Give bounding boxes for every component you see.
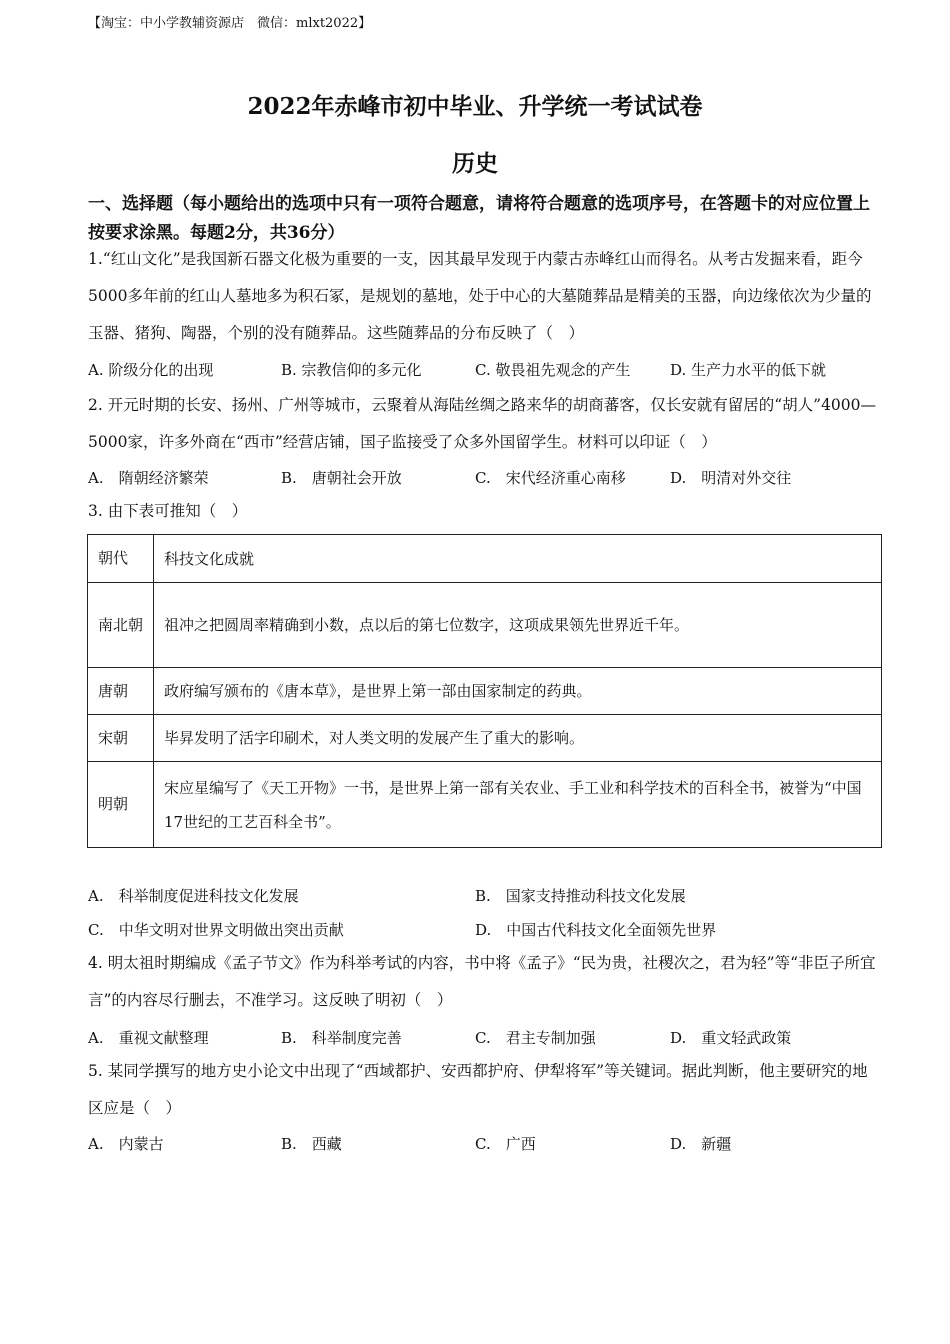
question-5-stem: 5. 某同学撰写的地方史小论文中出现了“西域都护、安西都护府、伊犁将军”等关键词。据此判断，他主要研究的地区应是（ ） — [88, 1062, 868, 1117]
table-row — [88, 762, 882, 848]
question-1-options — [88, 359, 878, 389]
question-5-option-b[interactable]: B. 西藏 — [281, 1135, 342, 1153]
question-2-option-c[interactable]: C. 宋代经济重心南移 — [475, 469, 626, 487]
table-cell-achievement: 毕昇发明了活字印刷术，对人类文明的发展产生了重大的影响。 — [154, 715, 882, 762]
table-cell-dynasty: 宋朝 — [88, 715, 154, 762]
question-2-option-d[interactable]: D. 明清对外交往 — [670, 469, 792, 487]
question-3-option-d[interactable]: D. 中国古代科技文化全面领先世界 — [475, 921, 717, 939]
table-header-cell: 科技文化成就 — [154, 535, 882, 583]
table-header-cell: 朝代 — [88, 535, 154, 583]
table-cell-achievement: 祖冲之把圆周率精确到小数，点以后的第七位数字，这项成果领先世界近千年。 — [154, 583, 882, 668]
section-heading: 一、选择题（每小题给出的选项中只有一项符合题意，请将符合题意的选项序号，在答题卡的对应位置上按要求涂黑。每题2分，共36分） — [88, 194, 870, 243]
question-4-option-d[interactable]: D. 重文轻武政策 — [670, 1029, 792, 1047]
question-4-option-c[interactable]: C. 君主专制加强 — [475, 1029, 596, 1047]
question-5-option-c[interactable]: C. 广西 — [475, 1135, 536, 1153]
table-row — [88, 668, 882, 715]
table-cell-achievement: 政府编写颁布的《唐本草》，是世界上第一部由国家制定的药典。 — [154, 668, 882, 715]
question-3-option-b[interactable]: B. 国家支持推动科技文化发展 — [475, 887, 686, 905]
question-1-option-b[interactable]: B. 宗教信仰的多元化 — [281, 361, 422, 379]
question-4-stem: 4. 明太祖时期编成《孟子节文》作为科举考试的内容，书中将《孟子》“民为贵，社稷次之，君为轻”等“非臣子所宜言”的内容尽行删去，不准学习。这反映了明初（ ） — [88, 954, 876, 1009]
table-cell-dynasty: 南北朝 — [88, 583, 154, 668]
question-1-option-c[interactable]: C. 敬畏祖先观念的产生 — [475, 361, 631, 379]
question-2-stem: 2. 开元时期的长安、扬州、广州等城市，云聚着从海陆丝绸之路来华的胡商蕃客，仅长安就有留居的“胡人”4000—5000家，许多外商在“西市”经营店铺，国子监接受了众多外国留学生。材料可以印证（ ） — [88, 396, 877, 451]
question-4-option-a[interactable]: A. 重视文献整理 — [88, 1029, 209, 1047]
question-2-option-a[interactable]: A. 隋朝经济繁荣 — [88, 469, 209, 487]
question-3-stem: 3. 由下表可推知（ ） — [88, 502, 248, 520]
question-3-option-a[interactable]: A. 科举制度促进科技文化发展 — [88, 887, 299, 905]
question-5-option-a[interactable]: A. 内蒙古 — [88, 1135, 164, 1153]
table-header-row — [88, 535, 882, 583]
question-3-option-c[interactable]: C. 中华文明对世界文明做出突出贡献 — [88, 921, 344, 939]
exam-title: 2022年赤峰市初中毕业、升学统一考试试卷 — [247, 93, 703, 120]
source-note: 【淘宝：中小学教辅资源店 微信：mlxt2022】 — [88, 16, 372, 31]
table-row — [88, 583, 882, 668]
table-cell-achievement: 宋应星编写了《天工开物》一书，是世界上第一部有关农业、手工业和科学技术的百科全书，被誉为“中国17世纪的工艺百科全书”。 — [154, 762, 882, 848]
question-1-option-d[interactable]: D. 生产力水平的低下就 — [670, 361, 827, 379]
table-cell-dynasty: 唐朝 — [88, 668, 154, 715]
achievements-table — [87, 534, 882, 848]
question-3-options-row-1 — [88, 885, 878, 915]
table-cell-dynasty: 明朝 — [88, 762, 154, 848]
question-5-options — [88, 1133, 878, 1163]
exam-subject: 历史 — [452, 150, 498, 177]
question-4-option-b[interactable]: B. 科举制度完善 — [281, 1029, 402, 1047]
table-row — [88, 715, 882, 762]
question-2-option-b[interactable]: B. 唐朝社会开放 — [281, 469, 402, 487]
question-1-option-a[interactable]: A. 阶级分化的出现 — [88, 361, 214, 379]
question-1-stem: 1.“红山文化”是我国新石器文化极为重要的一支，因其最早发现于内蒙古赤峰红山而得名。从考古发掘来看，距今5000多年前的红山人墓地多为积石冢，是规划的墓地，处于中心的大墓随葬品是精美的玉器，向边缘依次为少量的玉器、猪狗、陶器，个别的没有随葬品。这些随葬品的分布反映了（ ） — [88, 250, 872, 342]
question-5-option-d[interactable]: D. 新疆 — [670, 1135, 732, 1153]
